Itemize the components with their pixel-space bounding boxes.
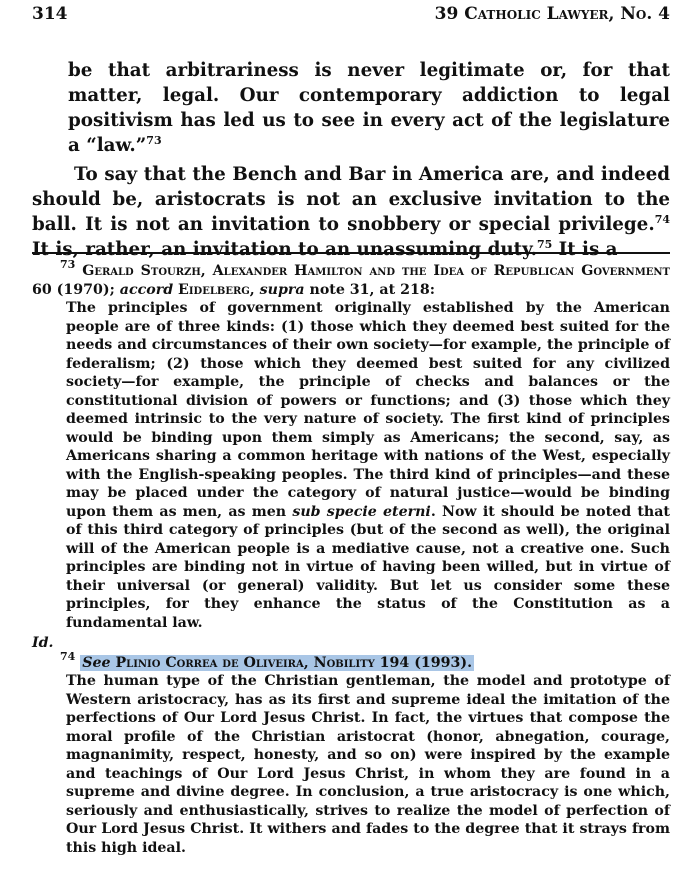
footnote-74-citation xyxy=(32,649,670,673)
footnote-ref-73[interactable]: 73 xyxy=(146,134,162,147)
main-text xyxy=(32,58,670,262)
page-header xyxy=(32,4,670,26)
footnote-73-id: Id. xyxy=(32,635,54,651)
footnote-number-74: 74 xyxy=(60,649,76,663)
footnote-73-citation: $^{73}$ Gerald Stourzh, Alexander Hamilton and the Idea of Republican Government 60 (1970); accord Eidelberg, supra note 31, at 218: xyxy=(32,258,670,298)
footnote-number-73: 73 xyxy=(60,258,76,271)
footnote-ref-75[interactable]: 75 xyxy=(536,238,553,251)
footnote-ref-74[interactable]: 74 xyxy=(654,213,670,226)
footnotes xyxy=(32,258,670,857)
page-number: 314 xyxy=(32,4,68,24)
journal-title: 39 Catholic Lawyer, No. 4 xyxy=(434,4,670,24)
paragraph-aristocrats: To say that the Bench and Bar in America are, and indeed should be, aristocrats is not an exclusive invitation to the ball. It is not an invitation to snobbery or special privilege.$^{74}$ It is, rather, an invitation to an unassuming duty.$^{75}$ It is a xyxy=(32,164,670,260)
footnote-74-quote: The human type of the Christian gentleman, the model and prototype of Western aristocracy, has as its first and supreme ideal the imitation of the perfections of Our Lord Jesus Christ. In fact, the virtues that compose the moral profile of the Christian aristocrat (honor, abnegation, courage, magnanimity, respect, honesty, and so on) were inspired by the example and teachings of Our Lord Jesus Christ, in whom they are found in a supreme and divine degree. In conclusion, a true aristocracy is one which, seriously and enthusiastically, strives to realize the model of perfection of Our Lord Jesus Christ. It withers and fades to the degree that it strays from this high ideal. xyxy=(66,673,670,856)
footnote-73-quote: The principles of government originally established by the American people are of three kinds: (1) those which they deemed best suited for the needs and circumstances of their own society—for example, the principle of federalism; (2) those which they deemed best suited for any civilized society—for example, the principle of checks and balances or the constitutional division of powers or functions; and (3) those which they deemed intrinsic to the very nature of society. The first kind of principles would be binding upon them simply as Americans; the second, say, as Americans sharing a common heritage with nations of the West, especially with the English-speaking peoples. The third kind of principles—and these may be placed under the category of natural justice—would be binding upon them as men, as men sub specie eterni. Now it should be noted that of this third category of principles (but of the second as well), the original will of the American people is a mediative cause, not a creative one. Such principles are binding not in virtue of having been willed, but in virtue of their universal (or general) validity. But let us consider some these principles, for they enhance the status of the Constitution as a fundamental law. xyxy=(66,300,670,631)
paragraph-continuation: be that arbitrariness is never legitimate or, for that matter, legal. Our contemporary addiction to legal positivism has led us to see in every act of the legislature a “law.”$^{73}$ xyxy=(68,60,670,156)
highlighted-citation[interactable]: See Plinio Correa de Oliveira, Nobility 194 (1993). xyxy=(82,654,473,671)
footnote-divider xyxy=(32,252,670,254)
